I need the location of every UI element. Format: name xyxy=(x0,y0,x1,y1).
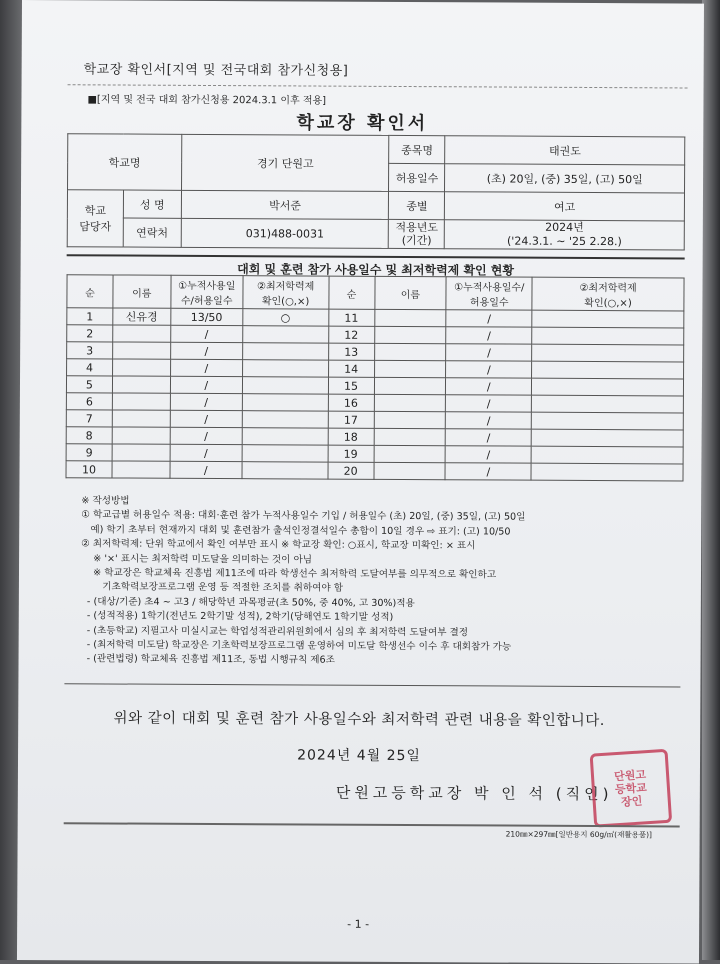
row-days: / xyxy=(170,359,242,376)
phone-label: 연락처 xyxy=(123,218,181,247)
divider xyxy=(64,822,680,827)
row-check xyxy=(531,446,683,464)
row-name xyxy=(112,393,170,410)
guide-line: ※ 학교장은 학교체육 진흥법 제11조에 따라 학생선수 최저학력 도달여부를 의무적으로 확인하고 xyxy=(80,567,497,581)
row-check xyxy=(532,378,684,396)
gender-value: 여고 xyxy=(445,192,685,221)
row-no: 3 xyxy=(67,342,113,359)
row-no: 11 xyxy=(328,309,374,326)
guide-line: - (성적적용) 1학기(전년도 2학기말 성적), 2학기(당해연도 1학기말 성적) xyxy=(80,610,394,624)
row-no: 6 xyxy=(66,393,112,410)
official-seal: 단원고 등학교 장인 xyxy=(590,749,673,828)
school-label: 학교명 xyxy=(68,134,182,191)
applicability-note: ■[지역 및 전국 대회 참가신청용 2024.3.1 이후 적용] xyxy=(87,94,327,107)
row-days: / xyxy=(446,344,532,361)
row-days: / xyxy=(170,427,242,444)
row-no: 1 xyxy=(67,308,113,325)
row-name xyxy=(113,325,171,342)
phone-value: 031)488-0031 xyxy=(181,218,389,248)
paper-spec: 210㎜×297㎜[일반용지 60g/㎡(재활용품)] xyxy=(505,829,652,840)
row-days: / xyxy=(446,429,532,446)
row-days: / xyxy=(170,461,242,478)
row-days: / xyxy=(170,342,242,359)
row-days: / xyxy=(171,325,243,342)
row-no: 13 xyxy=(328,343,374,360)
col-days-2: ①누적사용일수/ 허용일수 xyxy=(446,277,532,310)
document-label: 학교장 확인서[지역 및 전국대회 참가신청용] xyxy=(83,62,349,79)
row-no: 8 xyxy=(66,427,112,444)
row-days: / xyxy=(170,444,242,461)
school-value: 경기 단원고 xyxy=(181,134,389,191)
row-name xyxy=(374,360,446,377)
contact-person-label: 학교 담당자 xyxy=(67,190,123,247)
row-name xyxy=(374,326,446,343)
row-name xyxy=(112,427,170,444)
row-days: / xyxy=(446,412,532,429)
row-name xyxy=(374,343,446,360)
page-number: - 1 - xyxy=(347,917,370,931)
guide-line: - (초등학교) 지필고사 미실시교는 학업성적관리위원회에서 심의 후 최저학력 도달여부 결정 xyxy=(80,624,469,639)
row-name xyxy=(374,462,446,479)
row-no: 20 xyxy=(328,462,374,479)
status-table-heading: 대회 및 훈련 참가 사용일수 및 최저학력제 확인 현황 xyxy=(67,254,685,279)
row-check xyxy=(531,463,683,481)
row-check xyxy=(532,344,684,362)
row-no: 10 xyxy=(66,461,112,478)
school-info-table xyxy=(67,133,686,250)
row-no: 14 xyxy=(328,360,374,377)
row-days: / xyxy=(445,463,531,480)
allowed-days-value: (초) 20일, (중) 35일, (고) 50일 xyxy=(445,164,685,193)
guide-line: ① 학교급별 허용일수 적용: 대회·훈련 참가 누적사용일수 기입 / 허용일수 (초) 20일, (중) 35일, (고) 50일 xyxy=(81,509,526,524)
row-check xyxy=(242,445,328,462)
row-days: / xyxy=(446,327,532,344)
period-value: 2024년 ('24.3.1. ~ '25 2.28.) xyxy=(445,220,685,250)
row-no: 4 xyxy=(67,359,113,376)
row-no: 12 xyxy=(328,326,374,343)
table-row xyxy=(66,461,683,481)
row-name xyxy=(374,411,446,428)
guide-line: ※ 작성방법 xyxy=(81,495,130,507)
row-check xyxy=(242,377,328,394)
guide-line: ② 최저학력제: 단위 학교에서 확인 여부만 표시 ※ 학교장 확인: ○표시, 학교장 미확인: × 표시 xyxy=(81,538,476,552)
document-page xyxy=(17,0,704,964)
row-days: / xyxy=(446,395,532,412)
guide-line: ※ '×' 표시는 최저학력 미도달을 의미하는 것이 아님 xyxy=(81,552,313,566)
col-no-2: 순 xyxy=(328,276,374,309)
row-no: 9 xyxy=(66,444,112,461)
confirmation-statement: 위와 같이 대회 및 훈련 참가 사용일수와 최저학력 관련 내용을 확인합니다. xyxy=(113,710,605,730)
writing-guide xyxy=(81,494,682,670)
principal-signature: 단원고등학교장 박 인 석 (직인) xyxy=(335,783,613,804)
row-no: 19 xyxy=(328,445,374,462)
row-check xyxy=(242,326,328,343)
row-check xyxy=(242,394,328,411)
divider xyxy=(64,683,680,687)
row-name xyxy=(374,445,446,462)
participation-table xyxy=(65,274,684,481)
row-name xyxy=(374,377,446,394)
row-name xyxy=(374,309,446,326)
guide-line: 예) 학기 초부터 현재까지 대회 및 훈련참가 출석인정결석일수 총합이 10일 경우 ⇨ 표기: (고) 10/50 xyxy=(81,524,511,538)
row-no: 18 xyxy=(328,428,374,445)
row-name xyxy=(374,394,446,411)
guide-line: - (대상/기준) 초4 ~ 고3 / 해당학년 과목평균(초 50%, 중 40%, 고 30%)적용 xyxy=(80,596,415,609)
row-name xyxy=(112,410,170,427)
row-name: 신유경 xyxy=(113,308,171,325)
col-name-2: 이름 xyxy=(374,276,446,309)
row-days: / xyxy=(170,410,242,427)
gender-label: 종별 xyxy=(389,191,445,219)
row-days: 13/50 xyxy=(171,308,243,325)
page-title: 학교장 확인서 xyxy=(296,112,429,135)
row-no: 2 xyxy=(67,325,113,342)
divider xyxy=(68,84,688,88)
name-value: 박서준 xyxy=(181,190,389,219)
sport-value: 태권도 xyxy=(445,136,685,165)
row-check xyxy=(242,360,328,377)
row-days: / xyxy=(170,393,242,410)
allowed-days-label: 허용일수 xyxy=(389,163,445,191)
row-name xyxy=(112,359,170,376)
row-days: / xyxy=(170,376,242,393)
row-no: 7 xyxy=(66,410,112,427)
row-days: / xyxy=(446,310,532,327)
row-check xyxy=(532,395,684,413)
row-check: ○ xyxy=(243,309,329,326)
row-check xyxy=(531,412,683,430)
row-check xyxy=(532,310,684,328)
row-name xyxy=(374,428,446,445)
guide-line: - (최저학력 미도달) 학교장은 기초학력보장프로그램 운영하여 미도달 학생선수 이수 후 대회참가 가능 xyxy=(80,639,512,653)
col-days: ①누적사용일 수/허용일수 xyxy=(171,275,243,308)
row-name xyxy=(112,461,170,478)
guide-line: - (관련법령) 학교체육 진흥법 제11조, 동법 시행규칙 제6조 xyxy=(80,653,335,667)
row-check xyxy=(242,428,328,445)
background-edge-right xyxy=(702,0,720,960)
col-name: 이름 xyxy=(113,275,171,308)
row-check xyxy=(242,462,328,479)
period-label: 적용년도 (기간) xyxy=(389,219,445,248)
col-no: 순 xyxy=(67,275,113,308)
row-days: / xyxy=(446,378,532,395)
row-name xyxy=(112,444,170,461)
col-academic-2: ②최저학력제 확인(○,×) xyxy=(532,277,684,311)
row-check xyxy=(242,411,328,428)
issue-date: 2024년 4월 25일 xyxy=(297,747,421,765)
row-check xyxy=(242,343,328,360)
col-academic: ②최저학력제 확인(○,×) xyxy=(243,276,329,309)
row-days: / xyxy=(445,446,531,463)
row-no: 16 xyxy=(328,394,374,411)
row-check xyxy=(531,429,683,447)
row-no: 15 xyxy=(328,377,374,394)
row-days: / xyxy=(446,361,532,378)
row-check xyxy=(532,361,684,379)
row-name xyxy=(112,376,170,393)
row-name xyxy=(113,342,171,359)
guide-line: 기초학력보장프로그램 운영 등 적절한 조치를 취하여야 함 xyxy=(80,581,344,595)
name-label: 성 명 xyxy=(123,190,181,218)
row-no: 5 xyxy=(66,376,112,393)
sport-label: 종목명 xyxy=(389,135,445,163)
row-check xyxy=(532,327,684,345)
row-no: 17 xyxy=(328,411,374,428)
